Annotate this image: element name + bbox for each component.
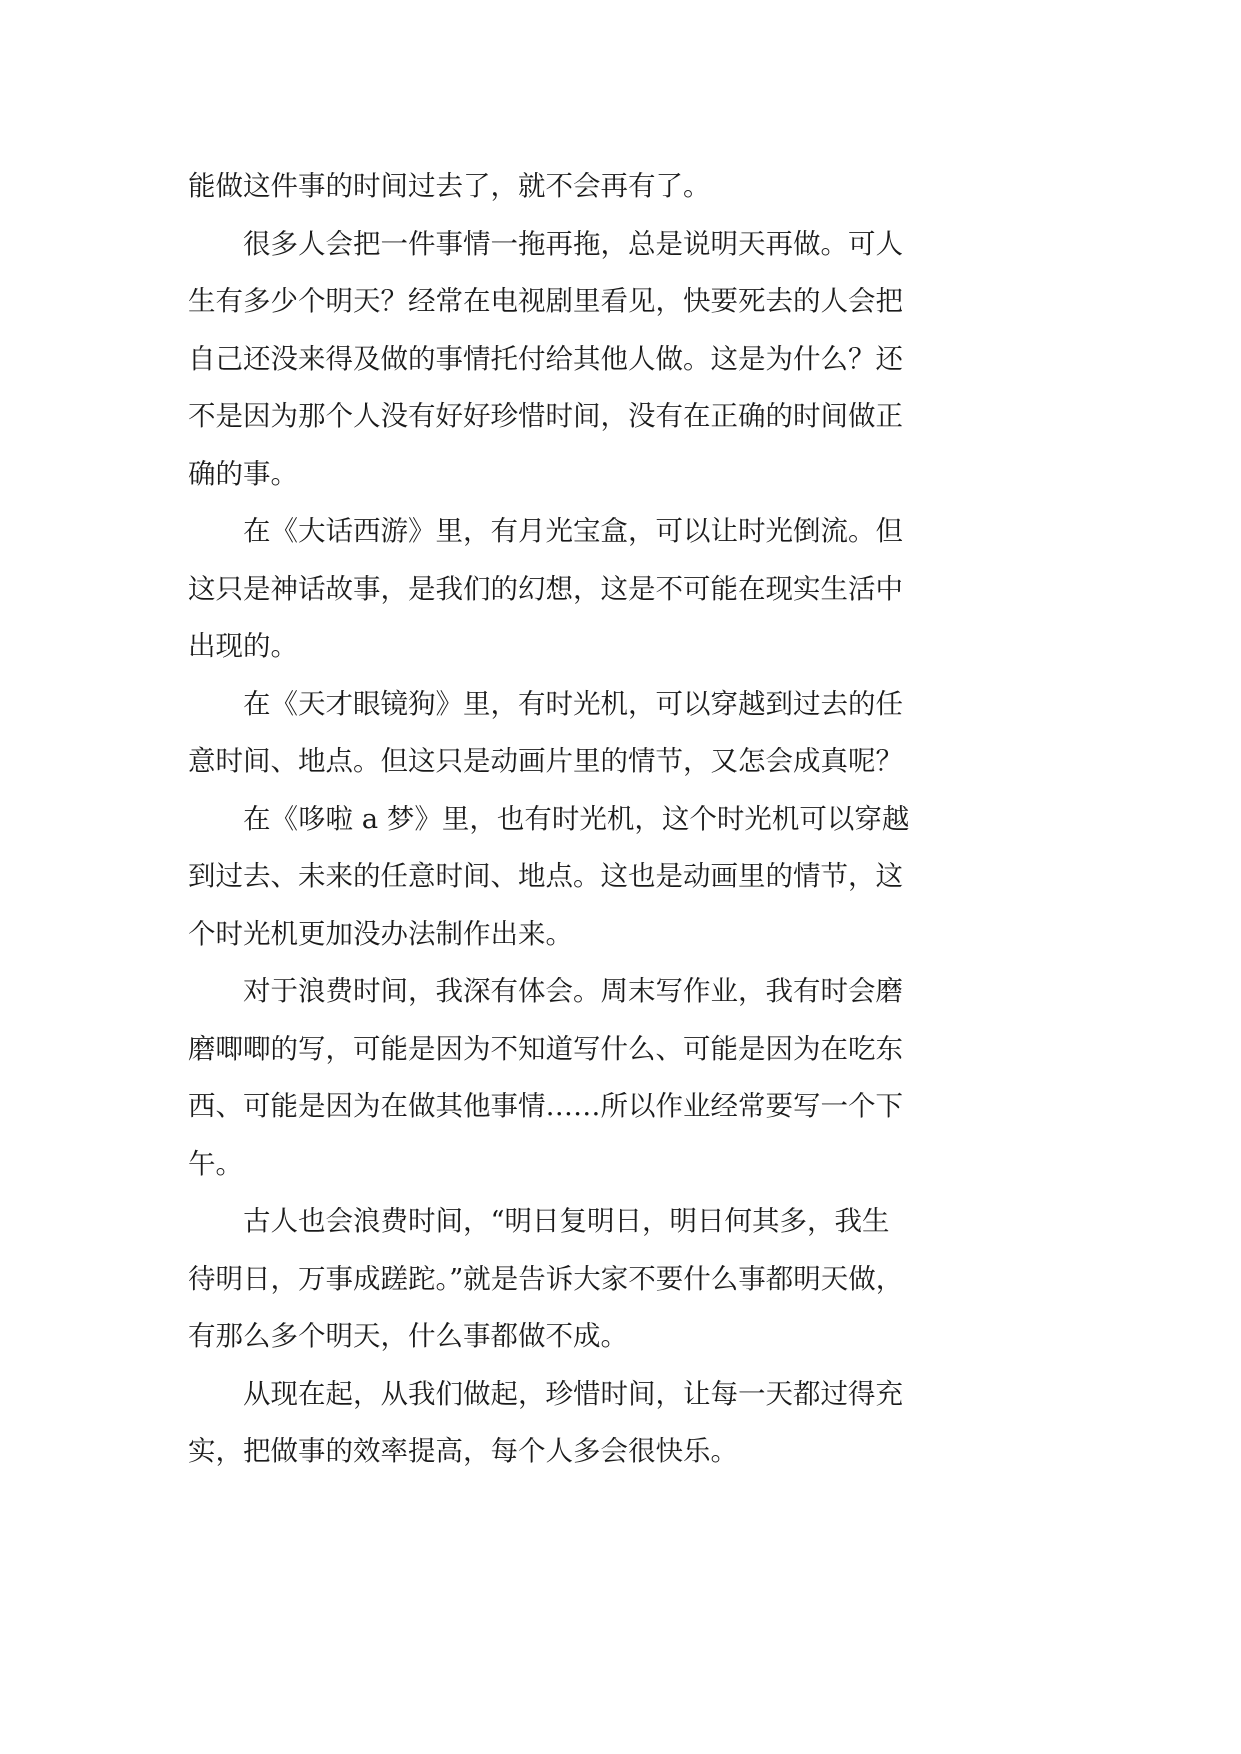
text-line: 从现在起，从我们做起，珍惜时间，让每一天都过得充 — [188, 1377, 903, 1410]
text-line: 不是因为那个人没有好好珍惜时间，没有在正确的时间做正 — [188, 400, 903, 432]
text-line: 能做这件事的时间过去了，就不会再有了。 — [188, 170, 711, 202]
body-text — [188, 158, 1068, 1481]
text-line: 意时间、地点。但这只是动画片里的情节，又怎会成真呢？ — [188, 745, 903, 777]
text-line: 待明日，万事成蹉跎。”就是告诉大家不要什么事都明天做， — [188, 1262, 904, 1295]
text-line: 到过去、未来的任意时间、地点。这也是动画里的情节，这 — [188, 860, 903, 892]
text-line: 这只是神话故事，是我们的幻想，这是不可能在现实生活中 — [188, 572, 903, 605]
text-line: 在《哆啦 a 梦》里，也有时光机，这个时光机可以穿越 — [188, 802, 910, 835]
text-line: 自己还没来得及做的事情托付给其他人做。这是为什么？还 — [188, 342, 903, 375]
text-line: 在《大话西游》里，有月光宝盒，可以让时光倒流。但 — [188, 515, 903, 547]
text-line: 有那么多个明天，什么事都做不成。 — [188, 1320, 628, 1352]
text-line: 生有多少个明天？经常在电视剧里看见，快要死去的人会把 — [188, 285, 903, 317]
text-line: 确的事。 — [188, 457, 298, 490]
text-line: 个时光机更加没办法制作出来。 — [188, 917, 573, 950]
text-line: 出现的。 — [188, 630, 298, 662]
text-line: 西、可能是因为在做其他事情……所以作业经常要写一个下 — [188, 1090, 903, 1122]
text-line: 午。 — [188, 1147, 243, 1180]
text-line: 实，把做事的效率提高，每个人多会很快乐。 — [188, 1435, 738, 1467]
text-line: 很多人会把一件事情一拖再拖，总是说明天再做。可人 — [188, 227, 903, 260]
text-line: 对于浪费时间，我深有体会。周末写作业，我有时会磨 — [188, 975, 903, 1007]
text-line: 在《天才眼镜狗》里，有时光机，可以穿越到过去的任 — [188, 687, 903, 720]
text-line: 古人也会浪费时间，“明日复明日，明日何其多，我生 — [188, 1205, 890, 1237]
text-line: 磨唧唧的写，可能是因为不知道写什么、可能是因为在吃东 — [188, 1032, 903, 1065]
